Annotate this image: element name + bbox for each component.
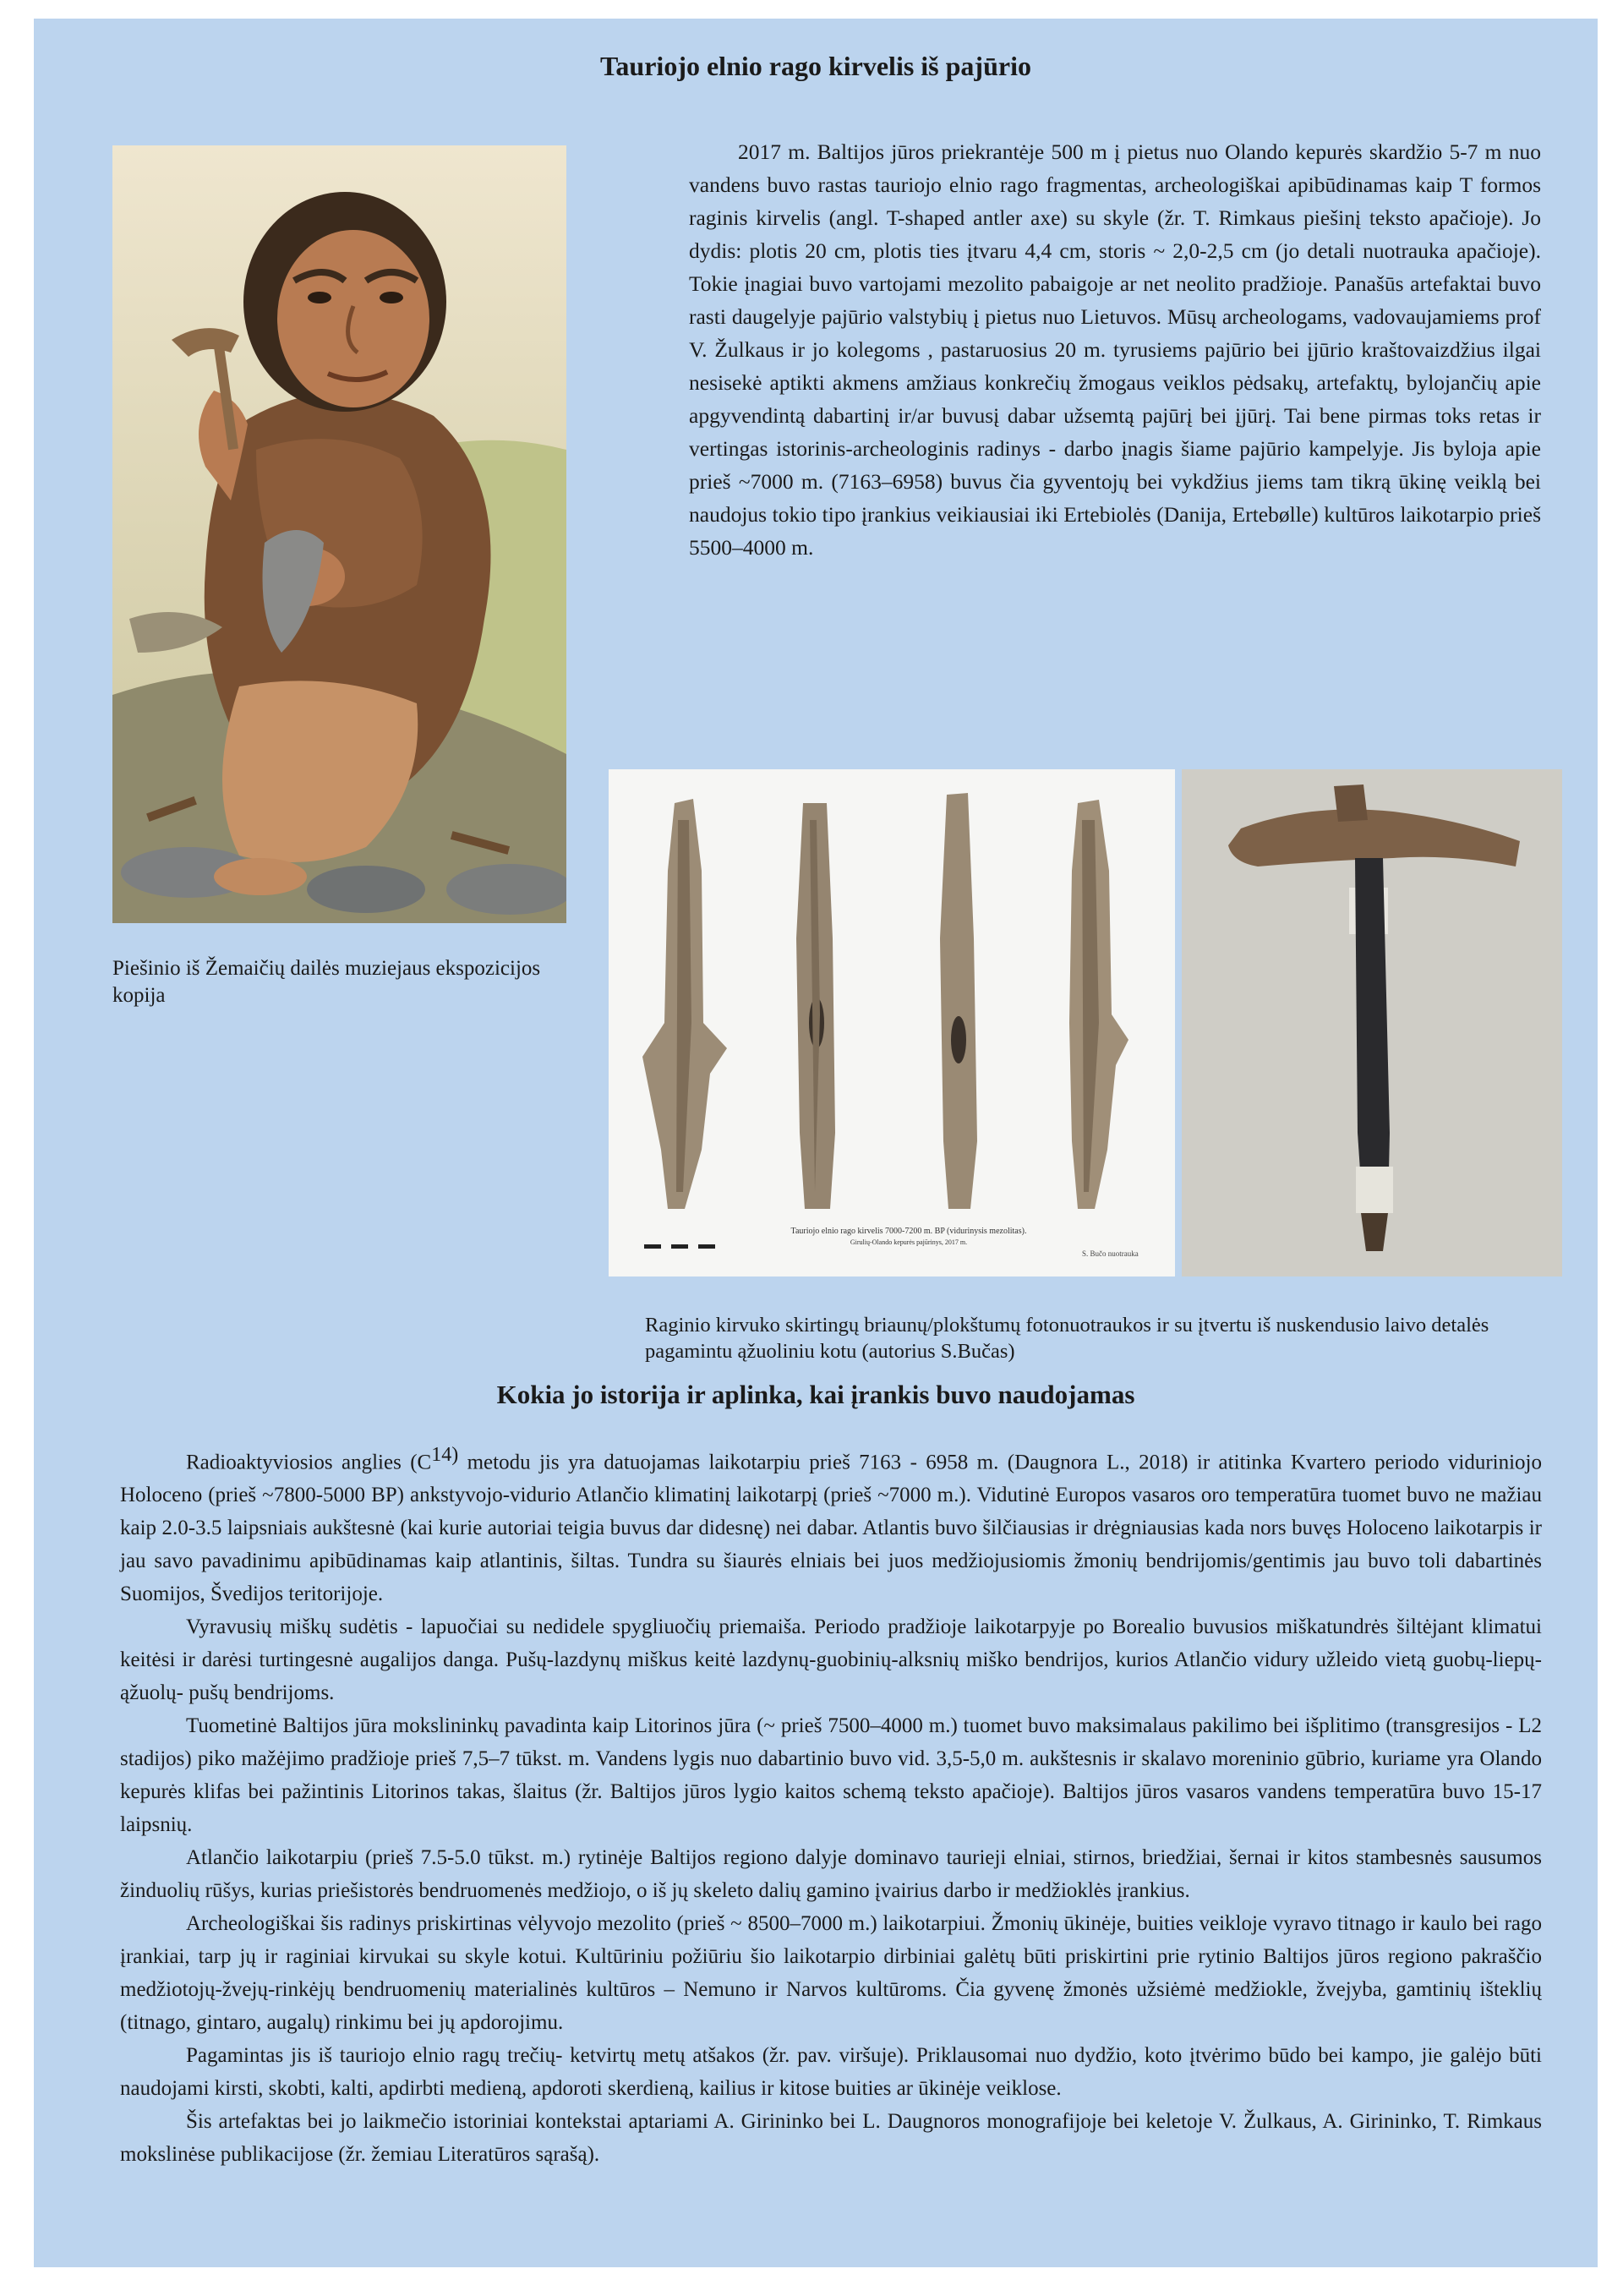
p1-text-start: Radioaktyviosios anglies (C bbox=[186, 1451, 432, 1474]
carbon-isotope-superscript: 14) bbox=[431, 1444, 459, 1466]
caveman-drawing bbox=[112, 145, 566, 923]
paragraph-archaeology: Archeologiškai šis radinys priskirtinas vėlyvojo mezolito (prieš ~ 8500–7000 m.) laikotarpiui. Žmonių ūkinėje, buities veikloje vyravo titnago ir kaulo bei rago įrankiai, tarp jų ir raginiai kirvukai su skyle kotui. Kultūriniu požiūriu šio laikotarpio dirbiniai galėtų būti priskirtini prie rytinio Baltijos jūros regiono pakraščio medžiotojų-žvejų-rinkėjų bendruomenių materialinės kultūros – Nemuno ir Narvos kultūroms. Čia gyvenę žmonės užsiėmė medžiokle, žvejyba, gamtinių išteklių (titnago, gintaro, augalų) rinkimu bei jų apdorojimu. bbox=[120, 1912, 1542, 2035]
p1-text-rest: metodu jis yra datuojamas laikotarpiu prieš 7163 - 6958 m. (Daugnora L., 2018) ir atitinka Kvartero periodo viduriniojo Holoceno (prieš ~7800-5000 BP) ankstyvojo-vidurio Atlančio klimatinį laikotarpį (prieš ~7000 m.). Vidutinė Europos vasaros oro temperatūra tuomet buvo ne mažiau kaip 2.0-3.5 laipsniais aukštesnė (kai kurie autoriai teigia buvus dar didesnę) nei dabar. Atlantis buvo šilčiausias ir drėgniausias kada nors buvęs Holoceno laikotarpis ir jau savo pavadinimu apibūdinamas kaip atlantinis, šiltas. Tundra su šiaurės elniais bei juos medžiojusiomis žmonių bendrijomis/gentimis jau buvo toli dabartinės Suomijos, Švedijos teritorijoje. bbox=[120, 1451, 1542, 1606]
page bbox=[34, 19, 1598, 2267]
antler-views-drawing bbox=[609, 769, 1175, 1276]
body-text bbox=[120, 1439, 1542, 2171]
hafted-axe-photo bbox=[1182, 769, 1562, 1276]
antler-axe-photos bbox=[609, 769, 1175, 1276]
photos-caption: Raginio kirvuko skirtingų briaunų/plokštumų fotonuotraukos ir su įtvertu iš nuskendusio laivo detalės pagamintu ąžuoliniu kotu (autorius S.Bučas) bbox=[645, 1314, 1489, 1363]
paragraph-forests: Vyravusių miškų sudėtis - lapuočiai su nedidele spygliuočių priemaiša. Periodo pradžioje laikotarpyje po Borealio buvusios miškatundrės šiltėjant klimatui keitėsi ir darėsi turtingesnė augalijos danga. Pušų-lazdynų miškus keitė lazdynų-guobinių-alksnių miško bendrijos, kurios Atlančio vidury užleido vietą guobų-liepų-ąžuolų- pušų bendrijoms. bbox=[120, 1615, 1542, 1705]
paragraph-literature: Šis artefaktas bei jo laikmečio istoriniai kontekstai aptariami A. Girininko bei L. Daugnoros monografijoje bei keletoje V. Žulkaus, A. Girininko, T. Rimkaus mokslinėse publikacijose (žr. žemiau Literatūros sąrašą). bbox=[120, 2110, 1542, 2167]
photo-credit: S. Bučo nuotrauka bbox=[1082, 1249, 1139, 1258]
intro-paragraph: 2017 m. Baltijos jūros priekrantėje 500 m į pietus nuo Olando kepurės skardžio 5-7 m nuo vandens buvo rastas tauriojo elnio rago fragmentas, archeologiškai apibūdinamas kaip T formos raginis kirvelis (angl. T-shaped antler axe) su skyle (žr. T. Rimkaus piešinį teksto apačioje). Jo dydis: plotis 20 cm, plotis ties įtvaru 4,4 cm, storis ~ 2,0-2,5 cm (jo detali nuotrauka apačioje). Tokie įnagiai buvo vartojami mezolito pabaigoje ar net neolito pradžioje. Panašūs artefaktai buvo rasti daugelyje pajūrio valstybių į pietus nuo Lietuvos. Mūsų archeologams, vadovaujamiems prof V. Žulkaus ir jo kolegoms , pastaruosius 20 m. tyrusiems pajūrio bei įjūrio kraštovaizdžius ilgai nesisekė aptikti akmens amžiaus konkrečių žmogaus veiklos pėdsakų, artefaktų, bylojančių apie apgyvendintą dabartinį ir/ar buvusį dabar užsemtą pajūrį bei įjūrį. Tai bene pirmas toks retas ir vertingas istorinis-archeologinis radinys - darbo įnagis šiame pajūrio kampelyje. Jis byloja apie prieš ~7000 m. (7163–6958) buvus čia gyventojų bei vykdžius jiems tam tikrą ūkinę veiklą bei naudojus tokio tipo įrankius veikiausiai iki Ertebiolės (Danija, Ertebølle) kultūros laikotarpio prieš 5500–4000 m. bbox=[689, 139, 1541, 560]
caveman-illustration bbox=[112, 145, 566, 923]
paragraph-manufacture: Pagamintas jis iš tauriojo elnio ragų trečių- ketvirtų metų atšakos (žr. pav. viršuje). Priklausomai nuo dydžio, koto įtvėrimo būdo bei kampo, jie galėjo būti naudojami kirsti, skobti, kalti, apdirbti medieną, apdoroti skerdieną, kailius ir kitose buities ar ūkinėje veiklose. bbox=[120, 2044, 1542, 2101]
section-title: Kokia jo istorija ir aplinka, kai įrankis buvo naudojamas bbox=[496, 1380, 1135, 1409]
page-title: Tauriojo elnio rago kirvelis iš pajūrio bbox=[600, 51, 1031, 81]
photo-label-line2: Girulių-Olando kepurės pajūrinys, 2017 m. bbox=[850, 1238, 968, 1246]
photo-label-line1: Tauriojo elnio rago kirvelis 7000-7200 m. BP (vidurinysis mezolitas). bbox=[790, 1227, 1027, 1236]
paragraph-radiocarbon bbox=[120, 1439, 1542, 1610]
paragraph-fauna: Atlančio laikotarpiu (prieš 7.5-5.0 tūkst. m.) rytinėje Baltijos regiono dalyje dominavo taurieji elniai, stirnos, briedžiai, šernai ir kitos stambesnės sausumos žinduolių rūšys, kurias priešistorės bendruomenės medžiojo, o iš jų skeleto dalių gamino įvairius darbo ir medžioklės įrankius. bbox=[120, 1846, 1542, 1903]
paragraph-baltic-sea: Tuometinė Baltijos jūra mokslininkų pavadinta kaip Litorinos jūra (~ prieš 7500–4000 m.) tuomet buvo maksimalaus pakilimo bei išplitimo (transgresijos - L2 stadijos) piko mažėjimo pradžioje prieš 7,5–7 tūkst. m. Vandens lygis nuo dabartinio buvo vid. 3,5-5,0 m. aukštesnis ir skalavo moreninio gūbrio, kuriame yra Olando kepurės klifas bei pažintinis Litorinos takas, šlaitus (žr. Baltijos jūros lygio kaitos schemą teksto apačioje). Baltijos jūros vasaros vandens temperatūra buvo 15-17 laipsnių. bbox=[120, 1714, 1542, 1837]
illustration-caption: Piešinio iš Žemaičių dailės muziejaus ekspozicijos kopija bbox=[112, 957, 541, 1007]
hafted-axe-drawing bbox=[1182, 769, 1562, 1276]
